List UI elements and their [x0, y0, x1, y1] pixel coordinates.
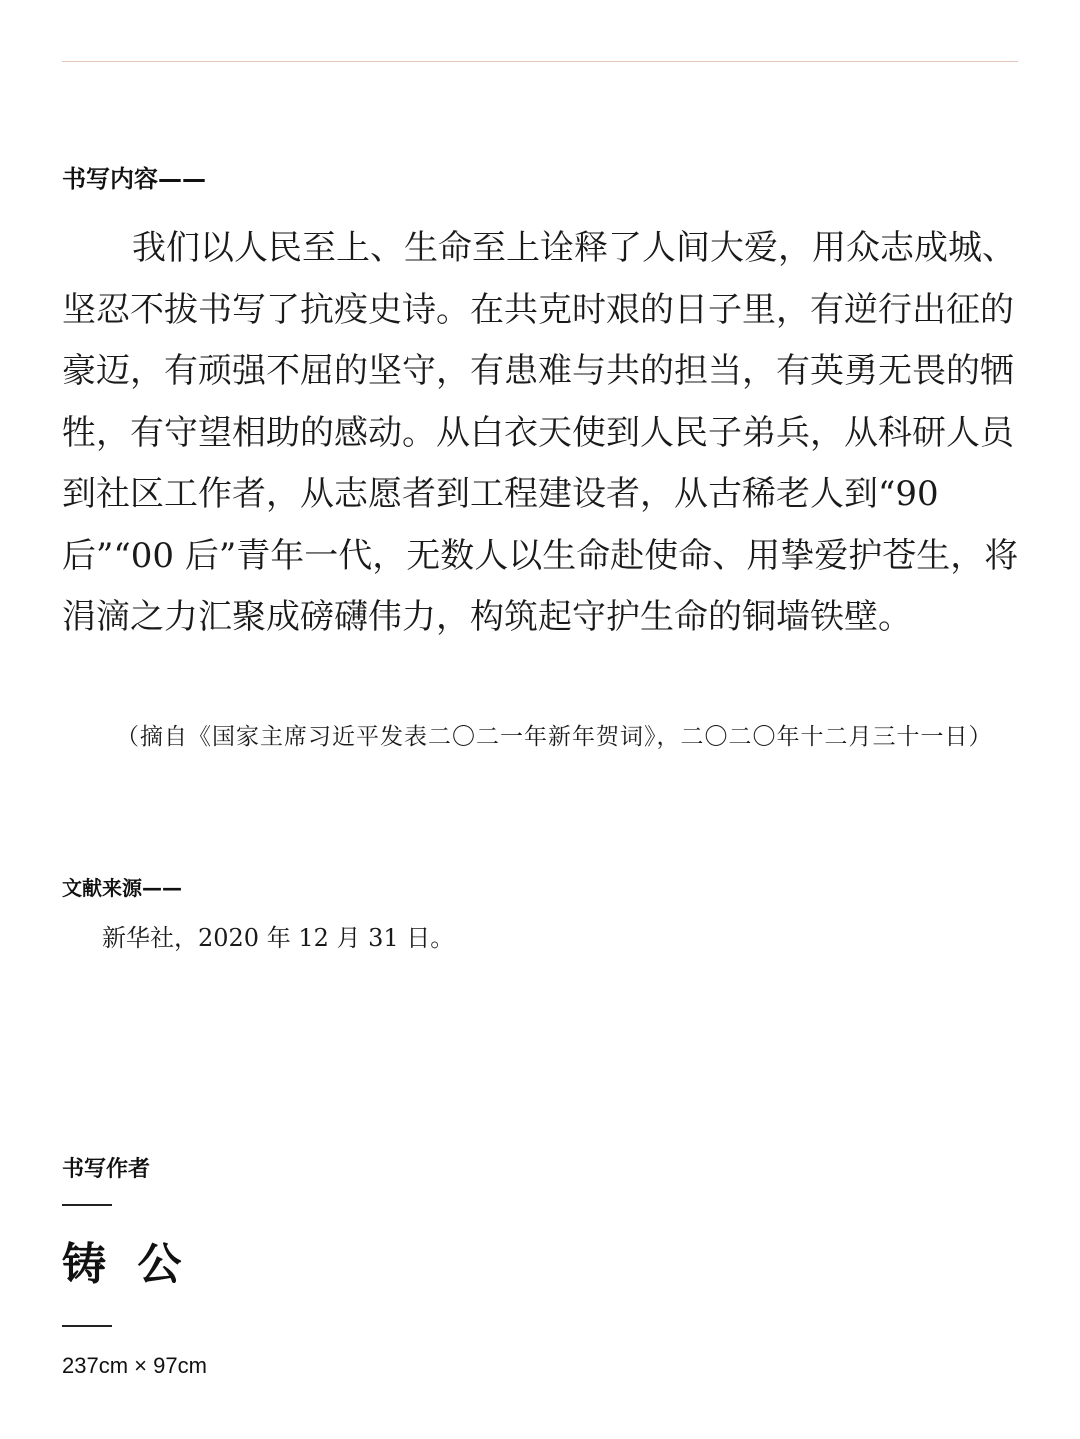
calligraphy-content-text: 我们以人民至上、生命至上诠释了人间大爱，用众志成城、坚忍不拔书写了抗疫史诗。在共克时艰的日子里，有逆行出征的豪迈，有顽强不屈的坚守，有患难与共的担当，有英勇无畏的牺牲，有守望相助的感动。从白衣天使到人民子弟兵，从科研人员到社区工作者，从志愿者到工程建设者，从古稀老人到“90 后”“00 后”青年一代，无数人以生命赴使命、用挚爱护苍生，将涓滴之力汇聚成磅礴伟力，构筑起守护生命的铜墙铁壁。: [62, 228, 1019, 637]
author-heading: 书写作者: [62, 1157, 151, 1182]
content-heading: 书写内容——: [62, 165, 206, 193]
source-heading: 文献来源——: [62, 876, 182, 900]
artwork-dimensions: 237cm × 97cm: [62, 1353, 207, 1378]
citation-text: （摘自《国家主席习近平发表二〇二一年新年贺词》，二〇二〇年十二月三十一日）: [116, 724, 993, 750]
top-divider: [62, 61, 1018, 62]
author-name: 铸 公: [62, 1239, 190, 1290]
author-divider-top: [62, 1204, 112, 1206]
author-divider-bottom: [62, 1325, 112, 1327]
source-text: 新华社，2020 年 12 月 31 日。: [102, 924, 455, 952]
